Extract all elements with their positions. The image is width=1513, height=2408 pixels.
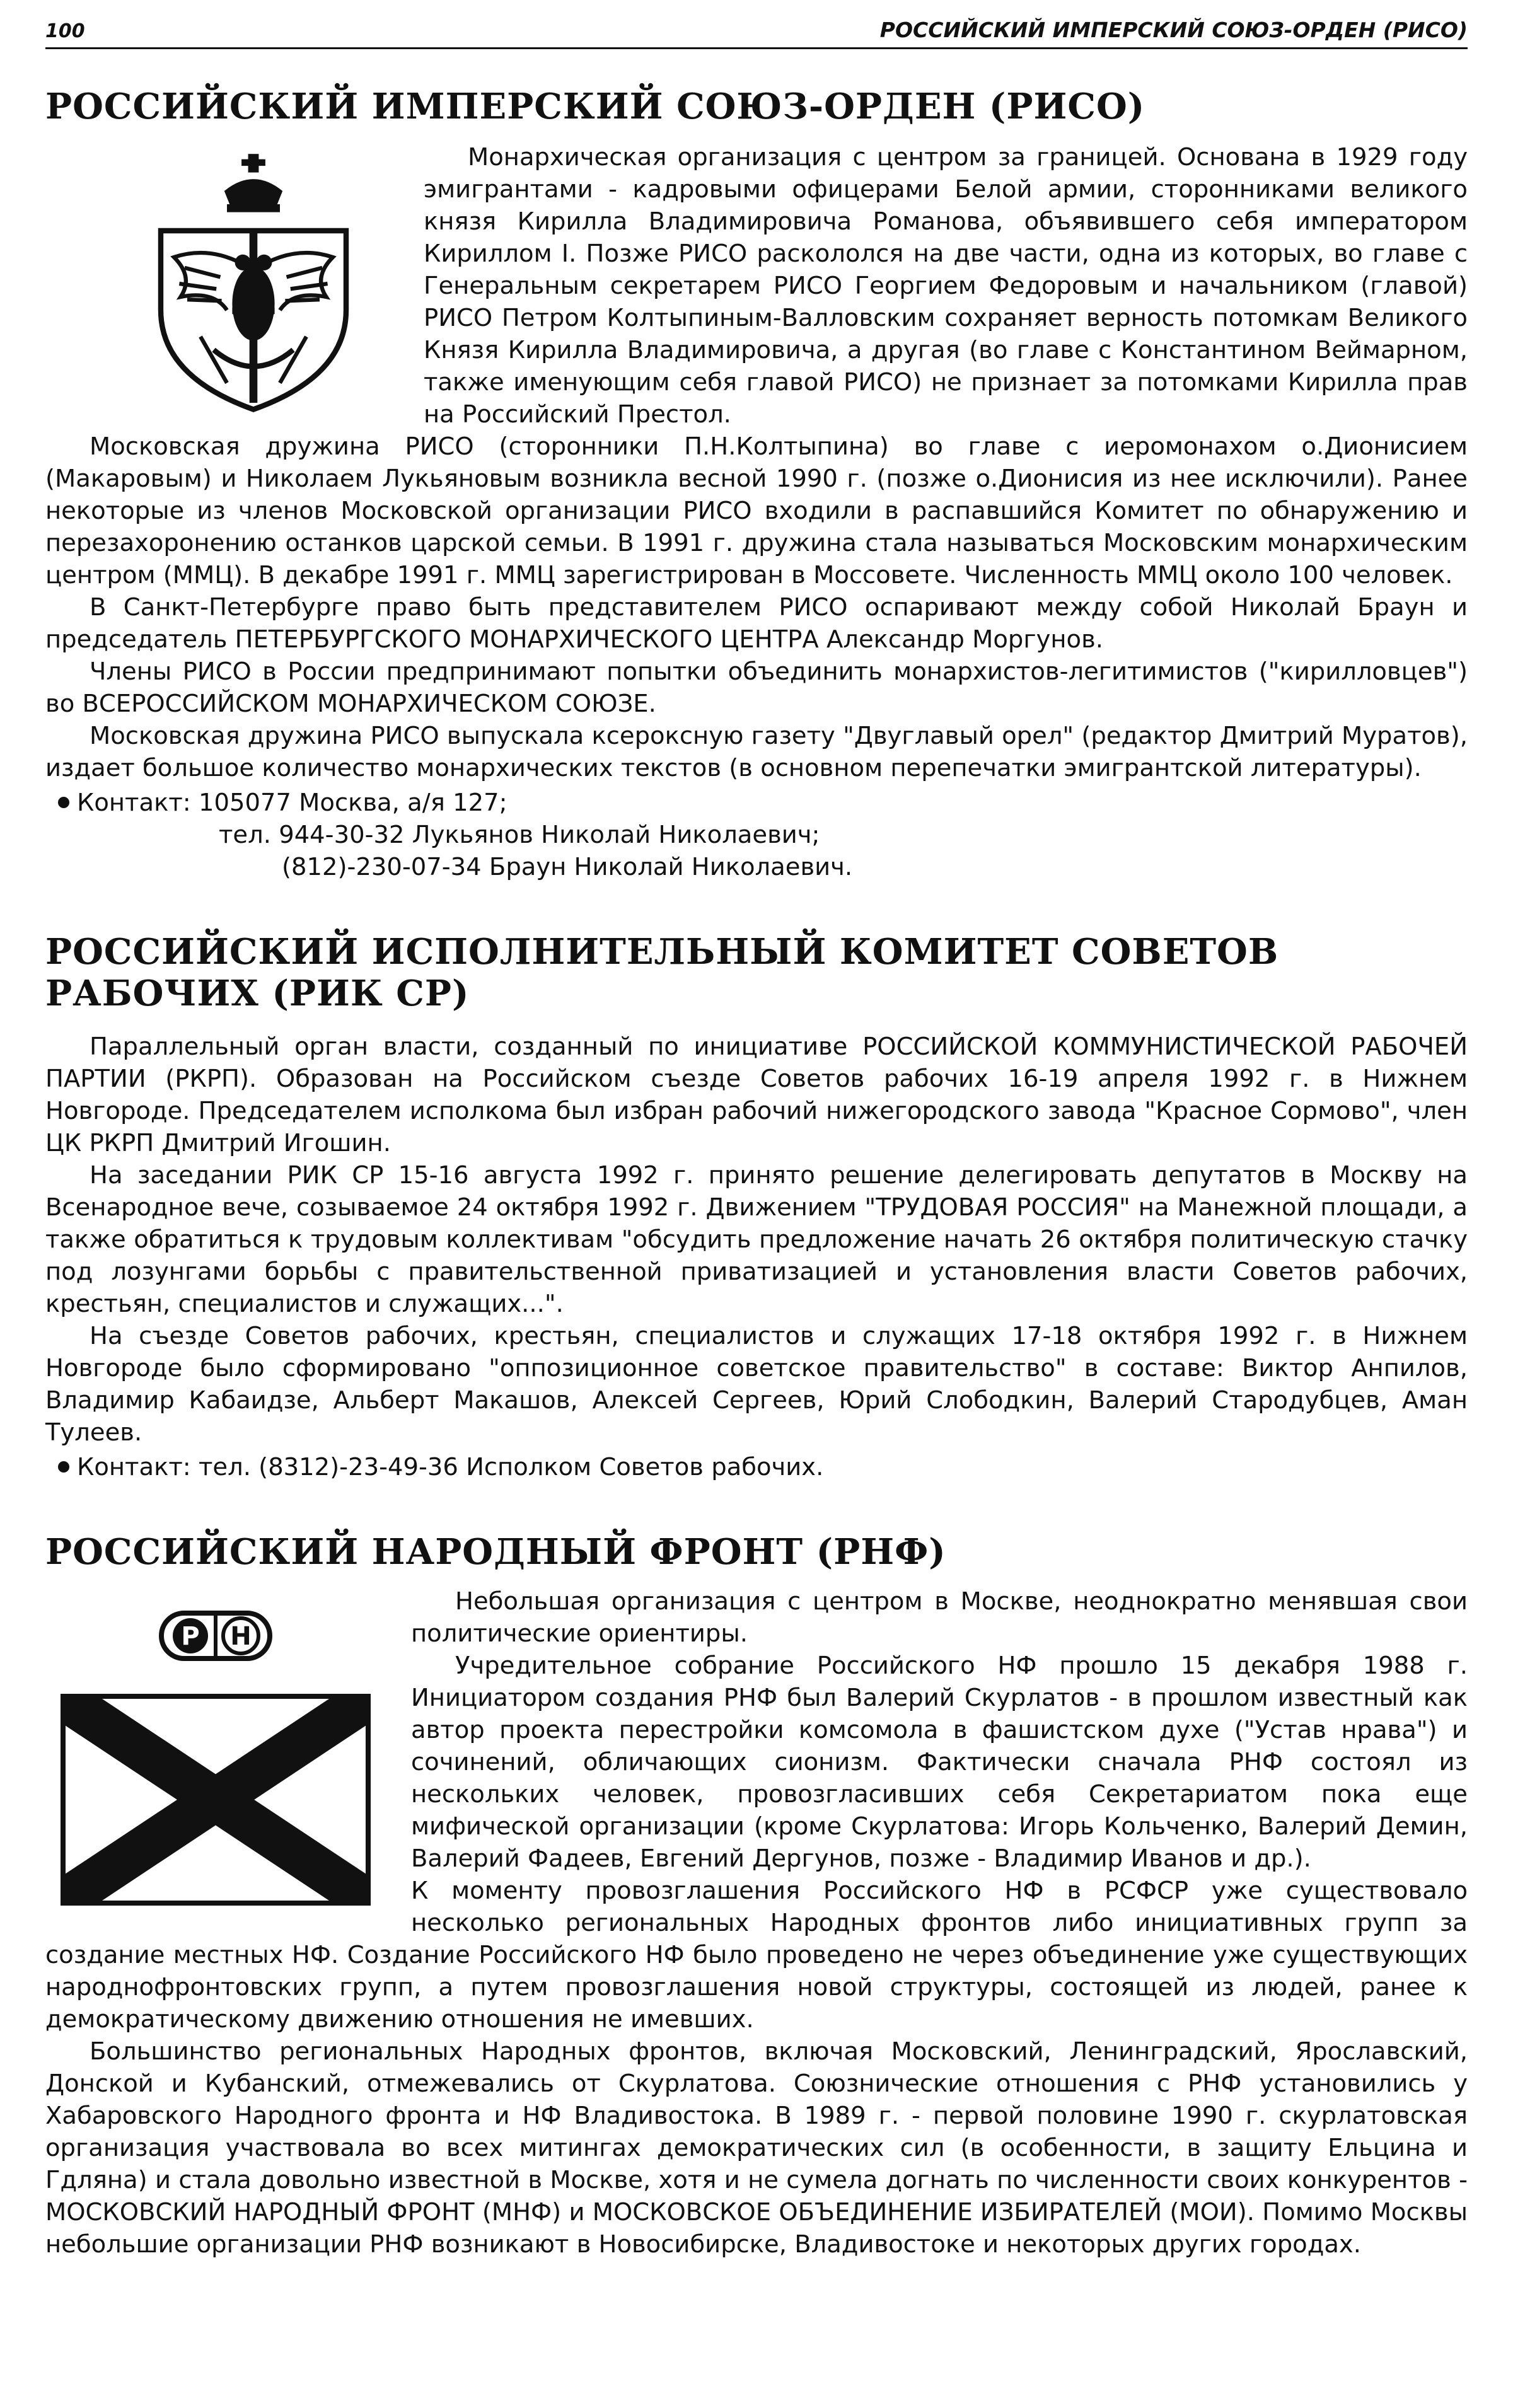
badge-letter-r: Р: [181, 1622, 200, 1652]
contact-line: (812)-230-07-34 Браун Николай Николаевич.: [282, 853, 853, 882]
paragraph: Московская дружина РИСО выпускала ксероксную газету "Двуглавый орел" (редактор Дмитрий Муратов), издает большое количество монархических текстов (в основном перепечатки эмигрантской литературы).: [45, 722, 1468, 783]
contact-line: Контакт: тел. (8312)-23-49-36 Исполком Советов рабочих.: [77, 1453, 824, 1482]
bullet-icon: [58, 1461, 69, 1473]
paragraph: К моменту провозглашения Российского НФ в РСФСР уже существовало несколько региональных Народных фронтов либо инициативных групп за создание местных НФ. Создание Российского НФ было проведено не через объединение уже существующих народнофронтовских групп, а путем провозглашения новой структуры, состоящей из людей, ранее к демократическому движению отношения не имевших.: [45, 1877, 1468, 2034]
contact-line: Контакт: 105077 Москва, а/я 127;: [77, 789, 507, 818]
paragraph: Монархическая организация с центром за границей. Основана в 1929 году эмигрантами - кадровыми офицерами Белой армии, сторонниками великого князя Кирилла Владимировича Романова, объявившего себя императором Кириллом I. Позже РИСО раскололся на две части, одна из которых, во главе с Генеральным секретарем РИСО Георгием Федоровым и начальником (главой) РИСО Петром Колтыпиным-Валловским сохраняет верность потомкам Великого Князя Кирилла Владимировича, а другая (во главе с Константином Веймарном, также именующим себя главой РИСО) не признает за потомками Кирилла прав на Российский Престол.: [424, 143, 1468, 429]
paragraph: На заседании РИК СР 15-16 августа 1992 г. принято решение делегировать депутатов в Москву на Всенародное вече, созываемое 24 октября 1992 г. Движением "ТРУДОВАЯ РОССИЯ" на Манежной площади, а также обратиться к трудовым коллективам "обсудить предложение начать 26 октября политическую стачку под лозунгами борьбы с правительственной приватизацией и установления власти Советов рабочих, крестьян, специалистов и служащих...".: [45, 1161, 1468, 1319]
paragraph: На съезде Советов рабочих, крестьян, специалистов и служащих 17-18 октября 1992 г. в Нижнем Новгороде было сформировано "оппозиционное советское правительство" в составе: Виктор Анпилов, Владимир Кабаидзе, Альберт Макашов, Алексей Сергеев, Юрий Слободкин, Валерий Стародубцев, Аман Тулеев.: [45, 1322, 1468, 1447]
page: [45, 18, 1468, 2260]
contact-block: [45, 1451, 1468, 1483]
paragraph: Небольшая организация с центром в Москве, неоднократно менявшая свои политические ориентиры.: [411, 1587, 1468, 1648]
rnf-flag-logo: [58, 1611, 373, 1907]
bullet-icon: [58, 797, 69, 808]
page-number: 100: [45, 20, 85, 42]
article-title: РОССИЙСКИЙ ИСПОЛНИТЕЛЬНЫЙ КОМИТЕТ СОВЕТОВ РАБОЧИХ (РИК СР): [45, 931, 1279, 1015]
paragraph: Московская дружина РИСО (сторонники П.Н.Колтыпина) во главе с иеромонахом о.Дионисием (Макаровым) и Николаем Лукьяновым возникла весной 1990 г. (позже о.Дионисия из нее исключили). Ранее некоторые из членов Московской организации РИСО входили в распавшийся Комитет по обнаружению и перезахоронению останков царской семьи. В 1991 г. дружина стала называться Московским монархическим центром (ММЦ). В декабре 1991 г. ММЦ зарегистрирован в Моссовете. Численность ММЦ около 100 человек.: [45, 432, 1468, 590]
running-title: РОССИЙСКИЙ ИМПЕРСКИЙ СОЮЗ-ОРДЕН (РИСО): [879, 18, 1468, 42]
article-title: РОССИЙСКИЙ НАРОДНЫЙ ФРОНТ (РНФ): [45, 1531, 946, 1573]
article-riso: [45, 86, 1468, 883]
saltire-flag-icon: [63, 1696, 368, 1903]
paragraph: Члены РИСО в России предпринимают попытки объединить монархистов-легитимистов ("кирилловцев") во ВСЕРОССИЙСКОМ МОНАРХИЧЕСКОМ СОЮЗЕ.: [45, 657, 1468, 719]
riso-emblem-icon: [121, 151, 386, 416]
contact-line: тел. 944-30-32 Лукьянов Николай Николаевич;: [219, 821, 820, 850]
article-title: РОССИЙСКИЙ ИМПЕРСКИЙ СОЮЗ-ОРДЕН (РИСО): [45, 86, 1145, 127]
article-rik-sr: [45, 931, 1468, 1483]
article-rnf: [45, 1531, 1468, 2260]
running-header: [45, 18, 1468, 49]
paragraph: Учредительное собрание Российского НФ прошло 15 декабря 1988 г. Инициатором создания РНФ был Валерий Скурлатов - в прошлом известный как автор проекта перестройки комсомола в фашистском духе ("Устав нрава") и сочинений, обличающих сионизм. Фактически сначала РНФ состоял из нескольких человек, провозгласивших себя Секретариатом пока еще мифической организации (кроме Скурлатова: Игорь Кольченко, Валерий Демин, Валерий Фадеев, Евгений Дергунов, позже - Владимир Иванов и др.).: [411, 1652, 1468, 1873]
badge-letter-n: Н: [230, 1622, 252, 1652]
contact-block: [45, 787, 1468, 883]
paragraph: Параллельный орган власти, созданный по инициативе РОССИЙСКОЙ КОММУНИСТИЧЕСКОЙ РАБОЧЕЙ ПАРТИИ (РКРП). Образован на Российском съезде Советов рабочих 16-19 апреля 1992 г. в Нижнем Новгороде. Председателем исполкома был избран рабочий нижегородского завода "Красное Сормово", член ЦК РКРП Дмитрий Игошин.: [45, 1033, 1468, 1158]
paragraph: Большинство региональных Народных фронтов, включая Московский, Ленинградский, Ярославский, Донской и Кубанский, отмежевались от Скурлатова. Союзнические отношения с РНФ установились у Хабаровского Народного фронта и НФ Владивостока. В 1989 г. - первой половине 1990 г. скурлатовская организация участвовала во всех митингах демократических сил (в особенности, в защиту Ельцина и Гдляна) и стала довольно известной в Москве, хотя и не сумела догнать по численности своих конкурентов - МОСКОВСКИЙ НАРОДНЫЙ ФРОНТ (МНФ) и МОСКОВСКОЕ ОБЪЕДИНЕНИЕ ИЗБИРАТЕЛЕЙ (МОИ). Помимо Москвы небольшие организации РНФ возникают в Новосибирске, Владивостоке и некоторых других городах.: [45, 2037, 1468, 2259]
paragraph: В Санкт-Петербурге право быть представителем РИСО оспаривают между собой Николай Браун и председатель ПЕТЕРБУРГСКОГО МОНАРХИЧЕСКОГО ЦЕНТРА Александр Моргунов.: [45, 593, 1468, 654]
rnf-badge-icon: [161, 1613, 270, 1658]
